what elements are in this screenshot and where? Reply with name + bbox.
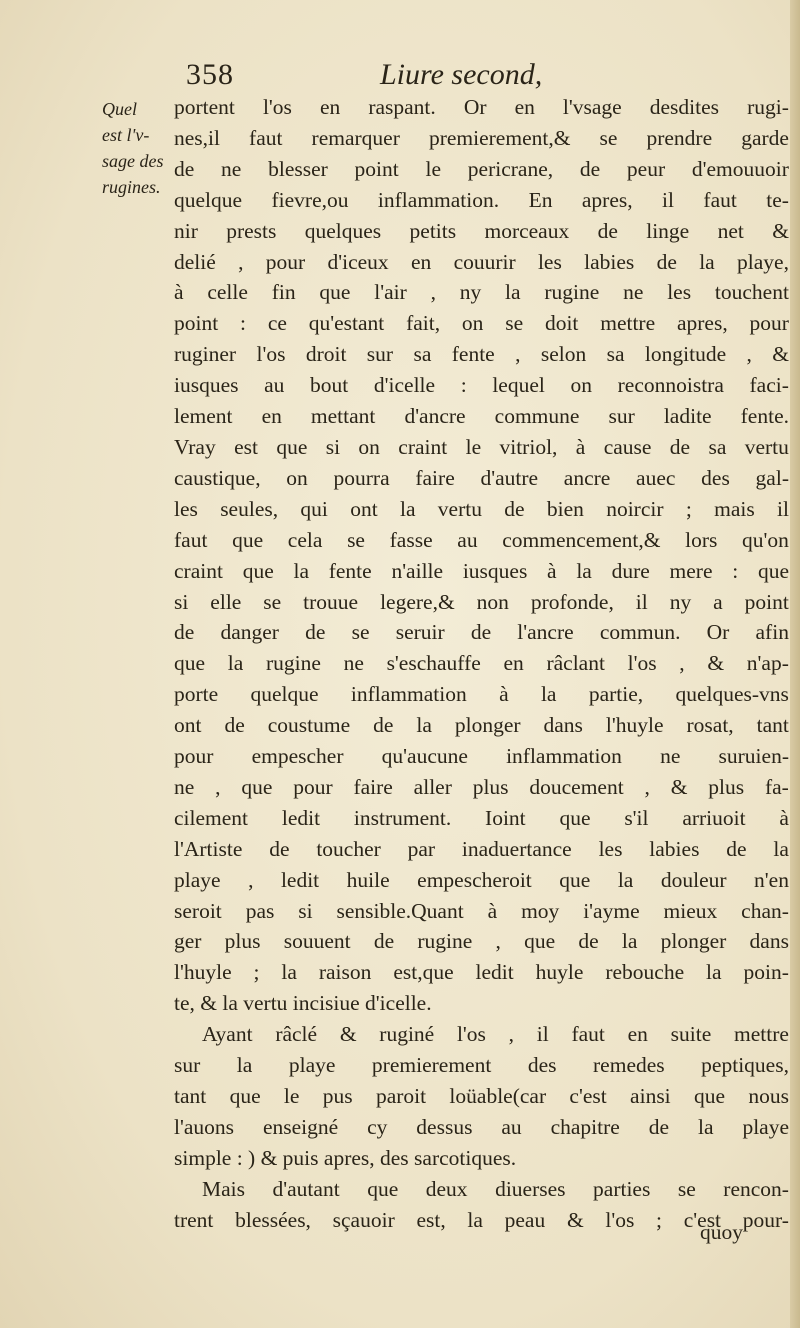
text-line: tant que le pus paroit loüable(car c'est ainsi que nous <box>174 1084 789 1108</box>
text-line: cilement ledit instrument. Ioint que s'il arriuoit à <box>174 805 789 830</box>
margin-note-line: sage des <box>102 151 164 171</box>
text-line: seroit pas si sensible.Quant à moy i'ayme mieux chan- <box>174 898 789 923</box>
margin-note-line: est l'v- <box>102 125 150 145</box>
text-line: à celle fin que l'air , ny la rugine ne les touchent <box>174 280 789 305</box>
text-line: iusques au bout d'icelle : lequel on reconnoistra faci- <box>174 373 789 398</box>
text-line: ont de coustume de la plonger dans l'huyle rosat, tant <box>174 713 789 738</box>
text-line: ne , que pour faire aller plus doucement , & plus fa- <box>174 774 789 799</box>
text-line: caustique, on pourra faire d'autre ancre auec des gal- <box>174 465 789 490</box>
text-line: ruginer l'os droit sur sa fente , selon sa longitude , & <box>174 342 789 367</box>
page-edge <box>790 0 800 1328</box>
text-line: ger plus souuent de rugine , que de la plonger dans <box>174 929 789 954</box>
text-line: simple : ) & puis apres, des sarcotiques. <box>174 1145 517 1170</box>
text-line: quelque fievre,ou inflammation. En apres, il faut te- <box>174 187 789 212</box>
text-line: pour empescher qu'aucune inflammation ne suruien- <box>174 744 789 769</box>
text-line: que la rugine ne s'eschauffe en râclant l'os , & n'ap- <box>174 651 789 676</box>
text-line: l'auons enseigné cy dessus au chapitre de la playe <box>174 1114 789 1139</box>
catchword: quoy <box>700 1220 743 1244</box>
text-line: nes,il faut remarquer premierement,& se prendre garde <box>174 125 789 150</box>
text-line: les seules, qui ont la vertu de bien noircir ; mais il <box>174 496 789 521</box>
page-number: 358 <box>186 58 234 91</box>
text-line: te, & la vertu incisiue d'icelle. <box>174 991 432 1016</box>
margin-note <box>102 96 182 200</box>
text-line: Vray est que si on craint le vitriol, à cause de sa vertu <box>174 434 789 459</box>
text-line: Ayant râclé & ruginé l'os , il faut en suite mettre <box>202 1022 789 1047</box>
body-text <box>174 92 789 1236</box>
running-title: Liure second, <box>380 58 543 91</box>
text-line: trent blessées, sçauoir est, la peau & l'os ; c'est pour- <box>174 1207 789 1232</box>
text-line: l'Artiste de toucher par inaduertance les labies de la <box>174 836 789 861</box>
text-line: portent l'os en raspant. Or en l'vsage desdites rugi- <box>174 95 789 119</box>
text-line: sur la playe premierement des remedes peptiques, <box>174 1053 789 1078</box>
text-line: porte quelque inflammation à la partie, quelques-vns <box>174 682 789 707</box>
text-line: point : ce qu'estant fait, on se doit mettre apres, pour <box>174 311 789 336</box>
margin-note-line: Quel <box>102 99 137 119</box>
margin-note-line: rugines. <box>102 177 161 197</box>
text-line: Mais d'autant que deux diuerses parties se rencon- <box>202 1176 789 1201</box>
text-line: lement en mettant d'ancre commune sur ladite fente. <box>174 404 789 429</box>
text-line: de danger de se seruir de l'ancre commun. Or afin <box>174 620 789 645</box>
text-line: nir prests quelques petits morceaux de linge net & <box>174 218 789 243</box>
text-line: de ne blesser point le pericrane, de peur d'emouuoir <box>174 156 789 181</box>
text-line: playe , ledit huile empescheroit que la douleur n'en <box>174 867 789 892</box>
text-line: l'huyle ; la raison est,que ledit huyle rebouche la poin- <box>174 960 789 985</box>
text-line: delié , pour d'iceux en couurir les labies de la playe, <box>174 249 789 274</box>
text-line: craint que la fente n'aille iusques à la dure mere : que <box>174 558 789 583</box>
text-line: si elle se trouue legere,& non profonde, il ny a point <box>174 589 789 614</box>
text-line: faut que cela se fasse au commencement,& lors qu'on <box>174 527 789 552</box>
